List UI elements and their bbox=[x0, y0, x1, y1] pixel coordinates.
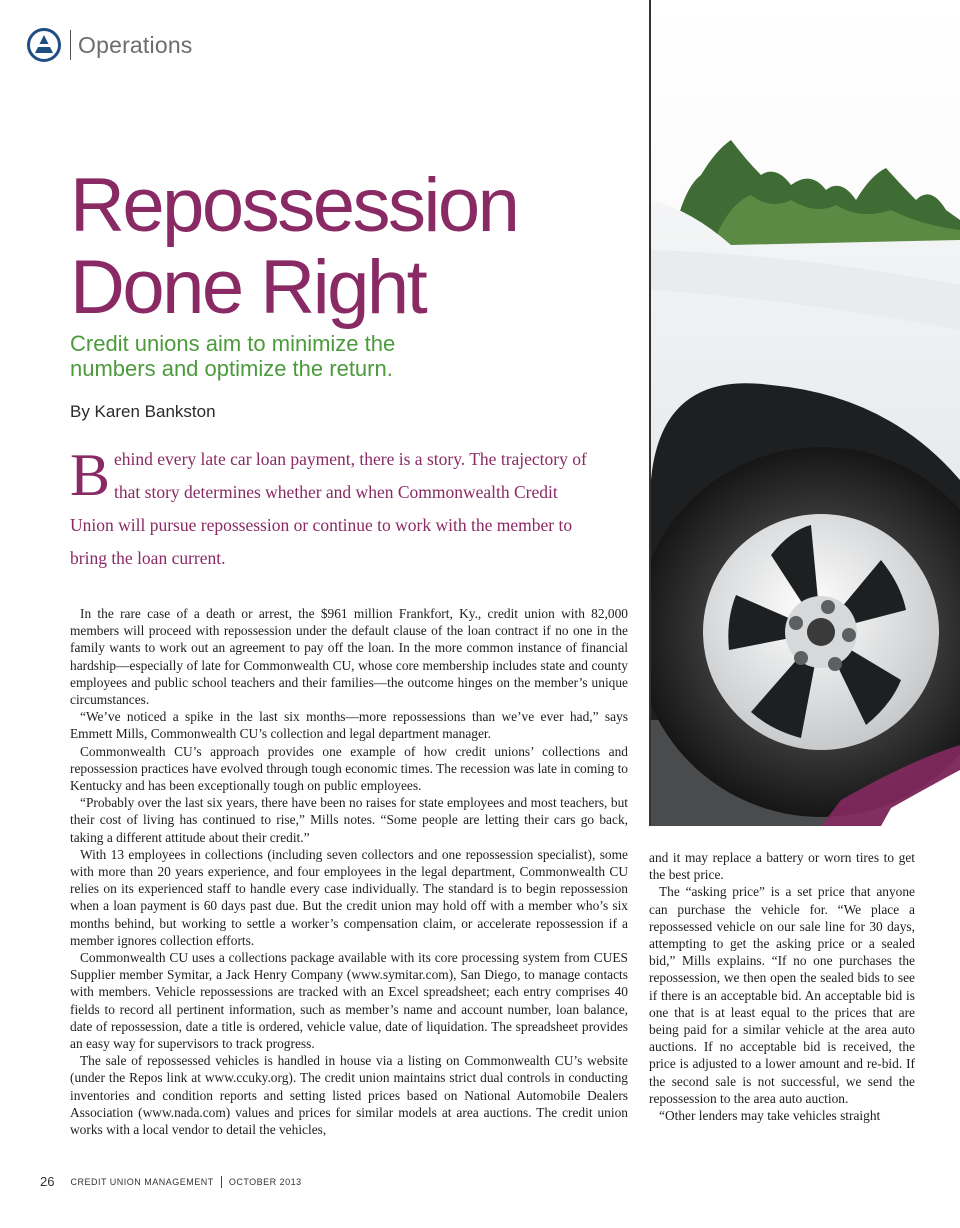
footer-divider bbox=[221, 1176, 222, 1188]
publication-name: CREDIT UNION MANAGEMENT bbox=[70, 1176, 214, 1187]
issue-date: OCTOBER 2013 bbox=[228, 1176, 302, 1187]
body-column-1 bbox=[70, 605, 628, 1138]
page-header bbox=[27, 27, 193, 63]
body-paragraph: Commonwealth CU’s approach provides one example of how credit unions’ collections and repossession practices have evolved through tough economic times. The recession was late in coming to Kentucky and has been exceptionally tough on public employees. bbox=[70, 743, 628, 794]
cuna-logo-icon bbox=[27, 28, 61, 62]
body-paragraph: Commonwealth CU uses a collections package available with its core processing system from CUES Supplier member Symitar, a Jack Henry Company (www.symitar.com), San Diego, to manage contacts with members. Vehicle repossessions are tracked with an Excel spreadsheet; each entry comprises 40 fields to record all pertinent information, such as member’s name and account number, loan balance, date of repossession, date a title is ordered, vehicle value, date of liquidation. The spreadsheet provides an easy way for supervisors to track progress. bbox=[70, 950, 628, 1052]
body-paragraph: “Other lenders may take vehicles straight bbox=[659, 1108, 881, 1124]
drop-cap: B bbox=[70, 442, 111, 508]
title-line-2: Done Right bbox=[70, 245, 426, 330]
section-label: Operations bbox=[78, 31, 193, 58]
body-paragraph: In the rare case of a death or arrest, the $961 million Frankfort, Ky., credit union with 82,000 members will proceed with repossession under the default clause of the loan contract if no one in the family wants to work out an agreement to pay off the loan. In the more common instance of financial hardship—especially of late for Commonwealth CU, whose core membership includes state and county employees and public school teachers and their families—the outcome hinges on the member’s unique circumstances. bbox=[70, 606, 628, 708]
body-paragraph: “Probably over the last six years, there have been no raises for state employees and most teachers, but their cost of living has continued to rise,” Mills notes. “Some people are letting their cars go back, taking a different attitude about their credit.” bbox=[70, 795, 628, 845]
body-paragraph: The sale of repossessed vehicles is handled in house via a listing on Commonwealth CU’s website (under the Repos link at www.ccuky.org). The credit union maintains strict dual controls in conducting inventories and condition reports and setting listed prices based on National Automobile Dealers Association (www.nada.com) values and prices for similar models at area auctions. The credit union works with a local vendor to detail the vehicles, bbox=[70, 1053, 628, 1138]
car-wheel-photo bbox=[651, 0, 960, 826]
body-column-2 bbox=[649, 849, 915, 1124]
title-line-1: Repossession bbox=[70, 163, 518, 248]
article-title bbox=[70, 165, 630, 329]
body-paragraph: With 13 employees in collections (including seven collectors and one repossession specialist), some with more than 20 years experience, and four employees in the legal department, Commonwealth CU relies on its experienced staff to handle every case individually. The standard is to begin repossession when a loan payment is 60 days past due. But the credit union may hold off with a member who’s six months behind, but working to settle a worker’s compensation claim, or accelerate repossession if a member ignores collection efforts. bbox=[70, 846, 628, 948]
lede-text: ehind every late car loan payment, there is a story. The trajectory of that story determines whether and when Commonwealth Credit Union will pursue repossession or continue to work with the member to bring the loan current. bbox=[70, 449, 587, 568]
body-paragraph: The “asking price” is a set price that anyone can purchase the vehicle for. “We place a repossessed vehicle on our sale line for 30 days, attempting to get the asking price or a sealed bid,” Mills explains. “If no one purchases the repossession, we then open the sealed bids to see if there is an acceptable bid. An acceptable bid is one that is at least equal to the prices that are being paid for a similar vehicle at the area auto auctions. If no acceptable bid is received, the price is adjusted to a lower amount and re-bid. If the second sale is not successful, we send the repossession to the area auto auction. bbox=[649, 884, 915, 1106]
page-footer bbox=[40, 1174, 302, 1189]
page-number: 26 bbox=[40, 1174, 55, 1189]
lede-paragraph bbox=[70, 443, 600, 575]
byline: By Karen Bankston bbox=[70, 402, 216, 421]
article-subtitle: Credit unions aim to minimize the numbers and optimize the return. bbox=[70, 331, 396, 381]
header-divider bbox=[70, 30, 71, 60]
body-paragraph: “We’ve noticed a spike in the last six months—more repossessions than we’ve ever had,” says Emmett Mills, Commonwealth CU’s collection and legal department manager. bbox=[70, 709, 628, 742]
body-paragraph: and it may replace a battery or worn tires to get the best price. bbox=[649, 850, 915, 883]
